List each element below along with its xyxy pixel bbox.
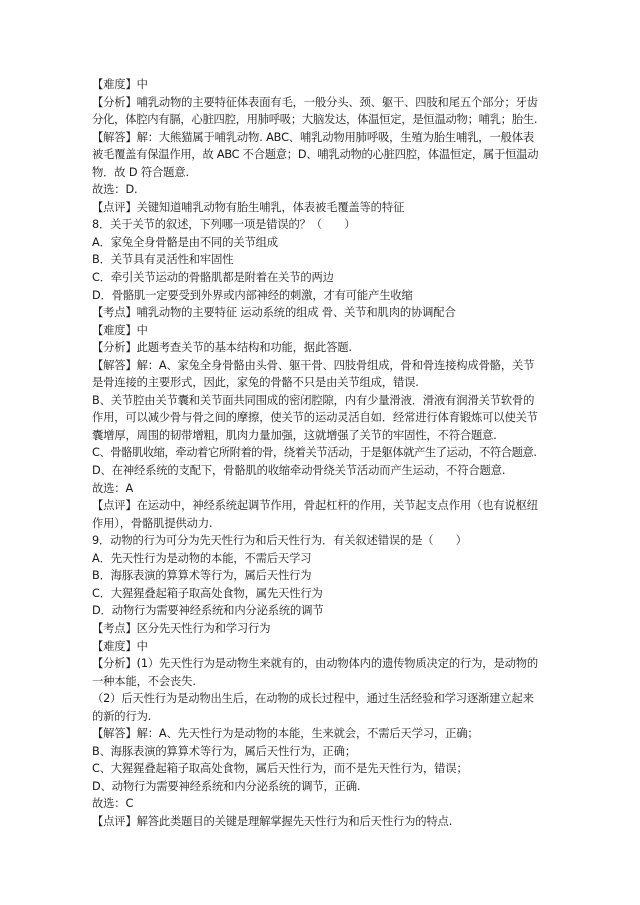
text-line-content: B．海豚表演的算算术等行为，属后天性行为 [92, 569, 312, 583]
text-line [92, 708, 538, 726]
text-line [92, 251, 538, 269]
text-line-content: 作用，可以减少骨与骨之间的摩擦，使关节的运动灵活自如．经常进行体育锻炼可以使关节 [92, 411, 538, 425]
text-line-content: C．牵引关节运动的骨骼肌都是附着在关节的两边 [92, 271, 334, 285]
text-line [92, 199, 538, 217]
text-line [92, 357, 538, 375]
text-line [92, 234, 538, 252]
text-line [92, 164, 538, 182]
text-line [92, 743, 538, 761]
text-line [92, 146, 538, 164]
text-line-content: 【分析】哺乳动物的主要特征体表面有毛，一般分头、颈、躯干、四肢和尾五个部分；牙齿 [92, 95, 538, 109]
text-line [92, 462, 538, 480]
text-line-content: D．骨骼肌一定要受到外界或内部神经的刺激，才有可能产生收缩 [92, 288, 413, 302]
text-line-content: D、动物行为需要神经系统和内分泌系统的调节，正确. [92, 779, 361, 793]
text-line-content: 【点评】在运动中，神经系统起调节作用，骨起杠杆的作用，关节起支点作用（也有说枢纽 [92, 499, 538, 513]
text-line [92, 655, 538, 673]
text-line-content: 【难度】中 [92, 78, 148, 91]
text-line-content: 被毛覆盖有保温作用，故 ABC 不合题意；D、哺乳动物的心脏四腔，体温恒定，属于恒温动 [92, 148, 538, 162]
text-line-content: 【点评】关键知道哺乳动物有胎生哺乳，体表被毛覆盖等的特征 [92, 200, 405, 214]
text-line-content: 物．故 D 符合题意. [92, 165, 189, 179]
text-line [92, 620, 538, 638]
text-line-content: C．大猩猩叠起箱子取高处食物，属先天性行为 [92, 586, 323, 600]
text-line [92, 409, 538, 427]
text-line-content: 【分析】(1）先天性行为是动物生来就有的，由动物体内的遗传物质决定的行为，是动物的 [92, 657, 538, 671]
text-line-content: 故选：A [92, 481, 134, 495]
text-line-content: 【考点】区分先天性行为和学习行为 [92, 621, 271, 635]
text-line [92, 585, 538, 603]
text-line-content: B．关节具有灵活性和牢固性 [92, 253, 234, 267]
text-line-content: 【考点】哺乳动物的主要特征 运动系统的组成 骨、关节和肌肉的协调配合 [92, 306, 456, 320]
text-line-content: B、海豚表演的算算术等行为，属后天性行为，正确； [92, 744, 356, 758]
text-line [92, 638, 538, 656]
text-line-content: 故选：D. [92, 183, 138, 197]
text-line [92, 550, 538, 568]
text-line [92, 813, 538, 831]
text-line [92, 374, 538, 392]
text-line-content: 故选：C [92, 797, 134, 811]
text-line [92, 795, 538, 813]
text-line [92, 216, 538, 234]
text-line [92, 76, 538, 94]
text-line-content: （2）后天性行为是动物出生后，在动物的成长过程中，通过生活经验和学习逐渐建立起来 [92, 692, 534, 706]
text-line-content: 【分析】此题考查关节的基本结构和功能，据此答题. [92, 341, 352, 355]
text-line-content: 一种本能，不会丧失. [92, 674, 196, 688]
text-line [92, 673, 538, 691]
document-page [92, 76, 538, 831]
text-line-content: A．家兔全身骨骼是由不同的关节组成 [92, 235, 278, 249]
text-line-content: 囊增厚，周围的韧带增粗，肌肉力量加强，这就增强了关节的牢固性，不符合题意. [92, 428, 497, 442]
text-line [92, 725, 538, 743]
text-line [92, 287, 538, 305]
text-line-content: 9．动物的行为可分为先天性行为和后天性行为．有关叙述错误的是（ ） [92, 534, 467, 548]
text-line-content: C、骨骼肌收缩，牵动着它所附着的骨，绕着关节活动，于是躯体就产生了运动，不符合题意. [92, 446, 537, 460]
text-line-content: 是骨连接的主要形式，因此，家兔的骨骼不只是由关节组成，错误. [92, 376, 419, 390]
text-line-content: 的新的行为. [92, 709, 152, 723]
text-line-content: D、在神经系统的支配下，骨骼肌的收缩牵动骨绕关节活动而产生运动，不符合题意. [92, 464, 506, 478]
text-line [92, 778, 538, 796]
text-line [92, 111, 538, 129]
text-line-content: 分化，体腔内有膈，心脏四腔，用肺呼吸；大脑发达，体温恒定，是恒温动物；哺乳；胎生. [92, 113, 538, 127]
text-line [92, 497, 538, 515]
text-line-content: 【解答】解：A、家兔全身骨骼由头骨、躯干骨、四肢骨组成，骨和骨连接构成骨骼，关节 [92, 358, 535, 372]
text-line-content: B、关节腔由关节囊和关节面共同围成的密闭腔隙，内有少量滑液．滑液有润滑关节软骨的 [92, 393, 535, 407]
text-line [92, 532, 538, 550]
text-line [92, 129, 538, 147]
text-line [92, 94, 538, 112]
text-line-content: 8．关于关节的叙述，下列哪一项是错误的？（ ） [92, 218, 356, 232]
text-line [92, 567, 538, 585]
text-line [92, 304, 538, 322]
text-line-content: 【难度】中 [92, 323, 148, 337]
text-line [92, 392, 538, 410]
text-line-content: 【难度】中 [92, 639, 148, 653]
text-line-content: 【解答】解：大熊猫属于哺乳动物. ABC、哺乳动物用肺呼吸，生殖为胎生哺乳，一般体表 [92, 130, 535, 144]
text-line [92, 690, 538, 708]
text-line [92, 322, 538, 340]
text-line-content: 【点评】解答此类题目的关键是理解掌握先天性行为和后天性行为的特点. [92, 814, 453, 828]
text-line [92, 269, 538, 287]
text-line-content: 作用），骨骼肌提供动力. [92, 516, 213, 530]
text-line [92, 181, 538, 199]
text-line [92, 515, 538, 533]
text-line [92, 427, 538, 445]
text-line [92, 339, 538, 357]
text-line [92, 480, 538, 498]
text-line [92, 444, 538, 462]
text-line-content: 【解答】解：A、先天性行为是动物的本能，生来就会，不需后天学习，正确； [92, 727, 479, 741]
text-line [92, 760, 538, 778]
text-line [92, 602, 538, 620]
text-line-content: D．动物行为需要神经系统和内分泌系统的调节 [92, 604, 324, 618]
text-line-content: C、大猩猩叠起箱子取高处食物，属后天性行为，而不是先天性行为，错误； [92, 762, 468, 776]
text-line-content: A．先天性行为是动物的本能，不需后天学习 [92, 551, 312, 565]
